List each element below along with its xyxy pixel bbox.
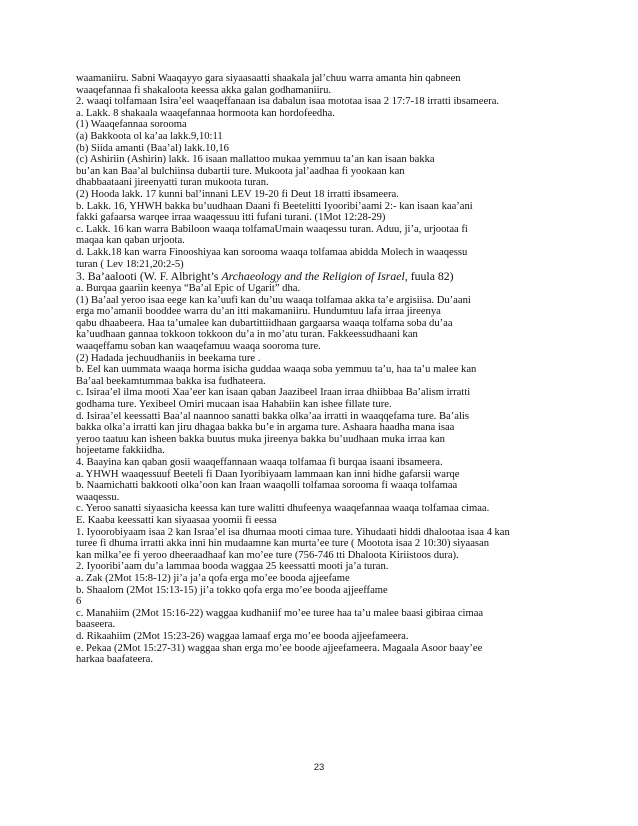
text-line: (b) Siida amanti (Baa’al) lakk.10,16: [76, 142, 229, 154]
text-line: harkaa baafateera.: [76, 654, 154, 666]
heading-author: Albright’s: [170, 270, 219, 284]
text-line: c. Manahiim (2Mot 15:16-22) waggaa kudhaniif mo’ee turee haa ta’u malee baasi gibiraa cimaa: [76, 607, 484, 619]
text-line: b. Shaalom (2Mot 15:13-15) ji’a tokko qofa erga mo’ee booda ajjeeffame: [76, 584, 388, 596]
text-line: d. Lakk.18 kan warra Finooshiyaa kan sorooma waaqa tolfamaa abidda Molech in waaqessu: [76, 246, 468, 258]
heading-book-title: Archaeology and the Religion of Israel,: [221, 270, 408, 284]
text-line: turee fi dhuma irratti akka inni hin mudaamne kan murta’ee ture ( Mootota isaa 2 10:30) siyaasan: [76, 538, 490, 550]
text-line: qabu dhaabeera. Haa ta’umalee kan dubartittiidhaan gargaarsa waaqa tolfama soba du’aa: [76, 317, 453, 329]
text-line: 2. waaqi tolfamaan Isira’eel waaqeffanaan isa dabalun isaa mototaa isaa 2 17:7-18 irratti ibsameera.: [76, 96, 500, 108]
page-number: 23: [313, 762, 325, 773]
text-line: hojeetame fakkiidha.: [76, 445, 165, 457]
text-line: waaqeffamu soban kan waaqefamuu waaqa sooroma ture.: [76, 341, 321, 353]
text-line: b. Eel kan uummata waaqa horma isicha guddaa waaqa soba yemmuu ta’u, haa ta’u malee kan: [76, 364, 477, 376]
text-line: yeroo taatuu kan isheen bakka buutus muka jireenya bakka bu’uudhaan muka irraa kan: [76, 433, 445, 445]
text-line: 6: [76, 596, 82, 608]
text-line: kan milka’ee fi yeroo dheeraadhaaf kan mo’ee ture (756-746 tti Dhaloota Kiriistoos dura).: [76, 549, 459, 561]
text-line: bakka olka’a irratti kan jiru dhagaa bakka bu’e in argama ture. Ashaara haadha mana isaa: [76, 422, 455, 434]
text-line: baaseera.: [76, 619, 116, 631]
section-heading: [76, 270, 572, 283]
text-line: (c) Ashiriin (Ashirin) lakk. 16 isaan mallattoo mukaa yemmuu ta’an kan isaan bakka: [76, 154, 435, 166]
text-line: waaqefannaa fi shakaloota keessa akka galan godhamaniiru.: [76, 84, 332, 96]
text-line: 1. Iyoorobiyaam isaa 2 kan Israa’el isa dhumaa mooti cimaa ture. Yihudaati hiddi dhalootaa isaa 4 kan: [76, 526, 510, 538]
text-line: a. YHWH waaqessuuf Beeteli fi Daan Iyoribiyaam lammaan kan inni hidhe gafarsii warqe: [76, 468, 460, 480]
text-line: c. Lakk. 16 kan warra Babiloon waaqa tolfamaUmain waaqessu turan. Aduu, ji’a, urjootaa fi: [76, 223, 468, 235]
text-line: a. Lakk. 8 shakaala waaqefannaa hormoota kan hordofeedha.: [76, 107, 335, 119]
text-line: turan ( Lev 18:21,20:2-5): [76, 258, 184, 270]
text-line: a. Zak (2Mot 15:8-12) ji’a ja’a qofa erga mo’ee booda ajjeefame: [76, 572, 350, 584]
text-line: b. Lakk. 16, YHWH bakka bu’uudhaan Daani fi Beetelitti Iyooribi’aami 2:- kan isaan kaa’ani: [76, 200, 473, 212]
text-line: godhama ture. Yexibeel Omiri mucaan isaa Hahabiin kan ishee fillate ture.: [76, 399, 392, 411]
text-line: a. Burqaa gaariin keenya “Ba’al Epic of Ugarit” dha.: [76, 283, 301, 295]
heading-prefix: 3. Ba’aalooti (W. F.: [76, 270, 171, 284]
text-line: ka’uudhaan gannaa tokkoon tokkoon du’a in mo’atu turan. Fakkeessudhaani kan: [76, 329, 418, 341]
text-line: b. Naamichatti bakkooti olka’oon kan Iraan waaqolli tolfamaa sorooma fi waaqa tolfamaa: [76, 480, 458, 492]
document-body: [76, 73, 572, 666]
text-line: waaqessu.: [76, 491, 120, 503]
text-line: erga mo’amanii booddee warra du’an itti makamaniiru. Hundumtuu lafa irraa jireenya: [76, 306, 441, 318]
text-line: E. Kaaba keessatti kan siyaasaa yoomii fi eessa: [76, 514, 277, 526]
text-line: (a) Bakkoota ol ka’aa lakk.9,10:11: [76, 130, 223, 142]
text-line: dhabbaataani jireenyatti turan mukoota turan.: [76, 177, 269, 189]
text-line: (1) Ba’aal yeroo isaa eege kan ka’uufi kan du’uu waaqa tolfamaa akka ta’e argisiisa. Du’aani: [76, 294, 471, 306]
text-line: maqaa kan qaban urjoota.: [76, 235, 185, 247]
text-line: waamaniiru. Sabni Waaqayyo gara siyaasaatti shaakala jal’chuu warra amanta hin qabneen: [76, 73, 461, 84]
text-line: c. Isiraa’el ilma mooti Xaa’eer kan isaan qaban Jaazibeel Iraan irraa dhiibbaa Ba’alism irratti: [76, 387, 471, 399]
heading-suffix: fuula 82): [407, 270, 454, 284]
text-line: c. Yeroo sanatti siyaasicha keessa kan ture walitti dhufeenya waaqefannaa waaqa tolfamaa cimaa.: [76, 503, 490, 515]
text-line: d. Isiraa’el keessatti Baa’al naannoo sanatti bakka olka’aa irratti in waaqqefama ture. Ba’alis: [76, 410, 469, 422]
text-line: fakki gafaarsa warqee irraa waaqessuu itti fufani turani. (1Mot 12:28-29): [76, 212, 386, 224]
text-line: 4. Baayina kan qaban gosii waaqeffannaan waaqa tolfamaa fi burqaa isaani ibsameera.: [76, 457, 443, 468]
text-line: Ba’aal beekamtummaa bakka isa fudhateera.: [76, 375, 266, 387]
text-line: (2) Hadada jechuudhaniis in beekama ture .: [76, 352, 261, 364]
text-line: d. Rikaahiim (2Mot 15:23-26) waggaa lamaaf erga mo’ee booda ajjeefameera.: [76, 630, 409, 642]
text-line: (2) Hooda lakk. 17 kunni bal’innani LEV 19-20 fi Deut 18 irratti ibsameera.: [76, 188, 399, 200]
text-line: bu’an kan Baa’al bulchiinsa dubartii ture. Mukoota jal’aadhaa fi yookaan kan: [76, 165, 405, 177]
text-line: (1) Waaqefannaa sorooma: [76, 119, 187, 131]
text-line: e. Pekaa (2Mot 15:27-31) waggaa shan erga mo’ee boode ajjeefameera. Magaala Asoor baay’ee: [76, 642, 483, 654]
text-line: 2. Iyooribi’aam du’a lammaa booda waggaa 25 keessatti mooti ja’a turan.: [76, 561, 389, 573]
